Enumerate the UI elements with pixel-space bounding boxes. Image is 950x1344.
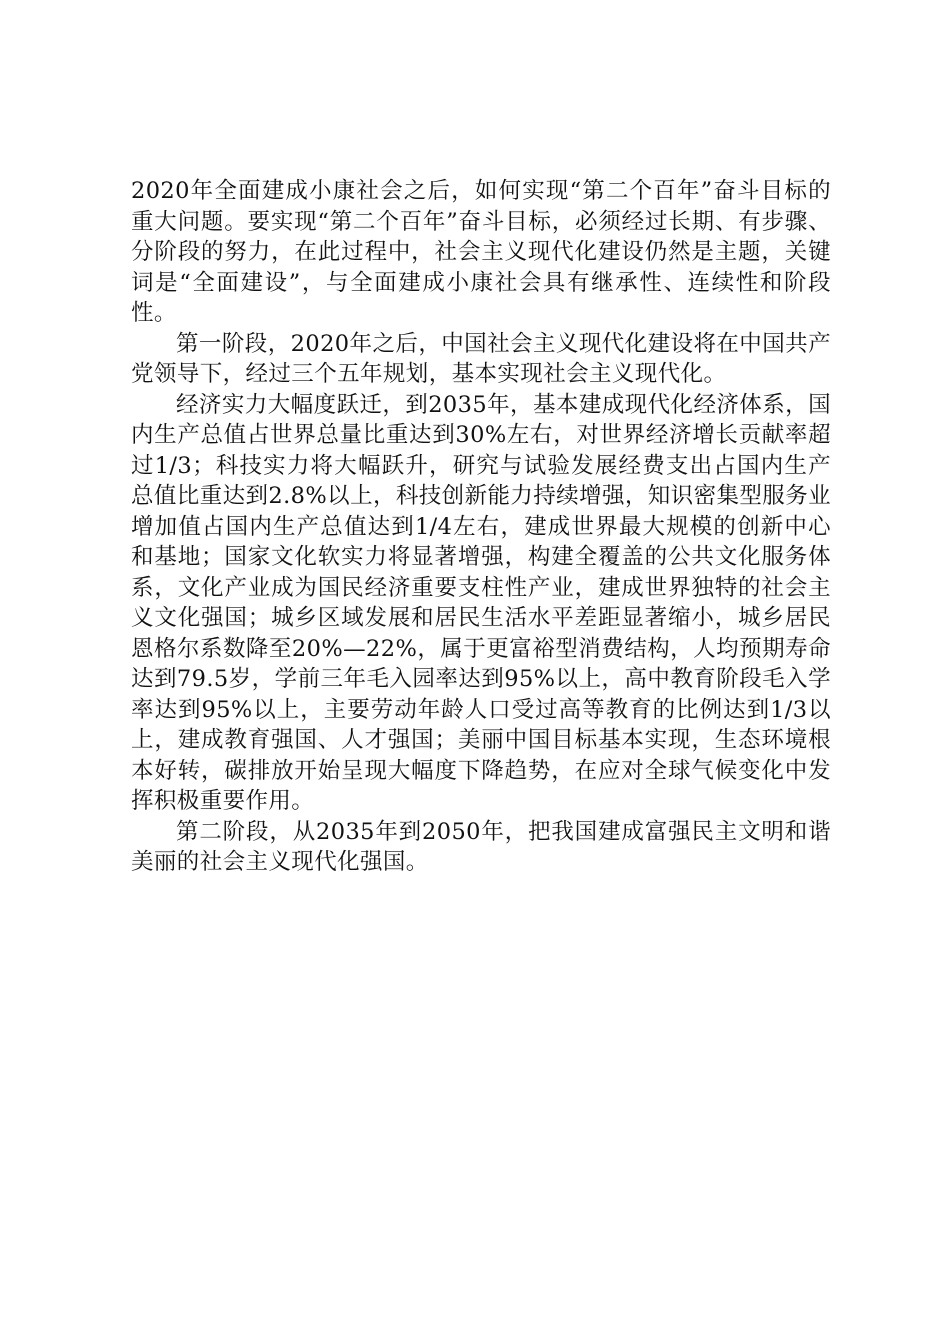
- document-body: [131, 176, 831, 878]
- paragraph-stage-two: 第二阶段，从2035年到2050年，把我国建成富强民主文明和谐美丽的社会主义现代化强国。: [131, 818, 831, 875]
- paragraph-intro: 2020年全面建成小康社会之后，如何实现“第二个百年”奋斗目标的重大问题。要实现“第二个百年”奋斗目标，必须经过长期、有步骤、分阶段的努力，在此过程中，社会主义现代化建设仍然是主题，关键词是“全面建设”，与全面建成小康社会具有继承性、连续性和阶段性。: [131, 178, 831, 326]
- paragraph-economic-targets: 经济实力大幅度跃迁，到2035年，基本建成现代化经济体系，国内生产总值占世界总量比重达到30%左右，对世界经济增长贡献率超过1/3；科技实力将大幅跃升，研究与试验发展经费支出占国内生产总值比重达到2.8%以上，科技创新能力持续增强，知识密集型服务业增加值占国内生产总值达到1/4左右，建成世界最大规模的创新中心和基地；国家文化软实力将显著增强，构建全覆盖的公共文化服务体系，文化产业成为国民经济重要支柱性产业，建成世界独特的社会主义文化强国；城乡区域发展和居民生活水平差距显著缩小，城乡居民恩格尔系数降至20%—22%，属于更富裕型消费结构，人均预期寿命达到79.5岁，学前三年毛入园率达到95%以上，高中教育阶段毛入学率达到95%以上，主要劳动年龄人口受过高等教育的比例达到1/3以上，建成教育强国、人才强国；美丽中国目标基本实现，生态环境根本好转，碳排放开始呈现大幅度下降趋势，在应对全球气候变化中发挥积极重要作用。: [131, 391, 831, 814]
- paragraph-stage-one: 第一阶段，2020年之后，中国社会主义现代化建设将在中国共产党领导下，经过三个五年规划，基本实现社会主义现代化。: [131, 330, 831, 387]
